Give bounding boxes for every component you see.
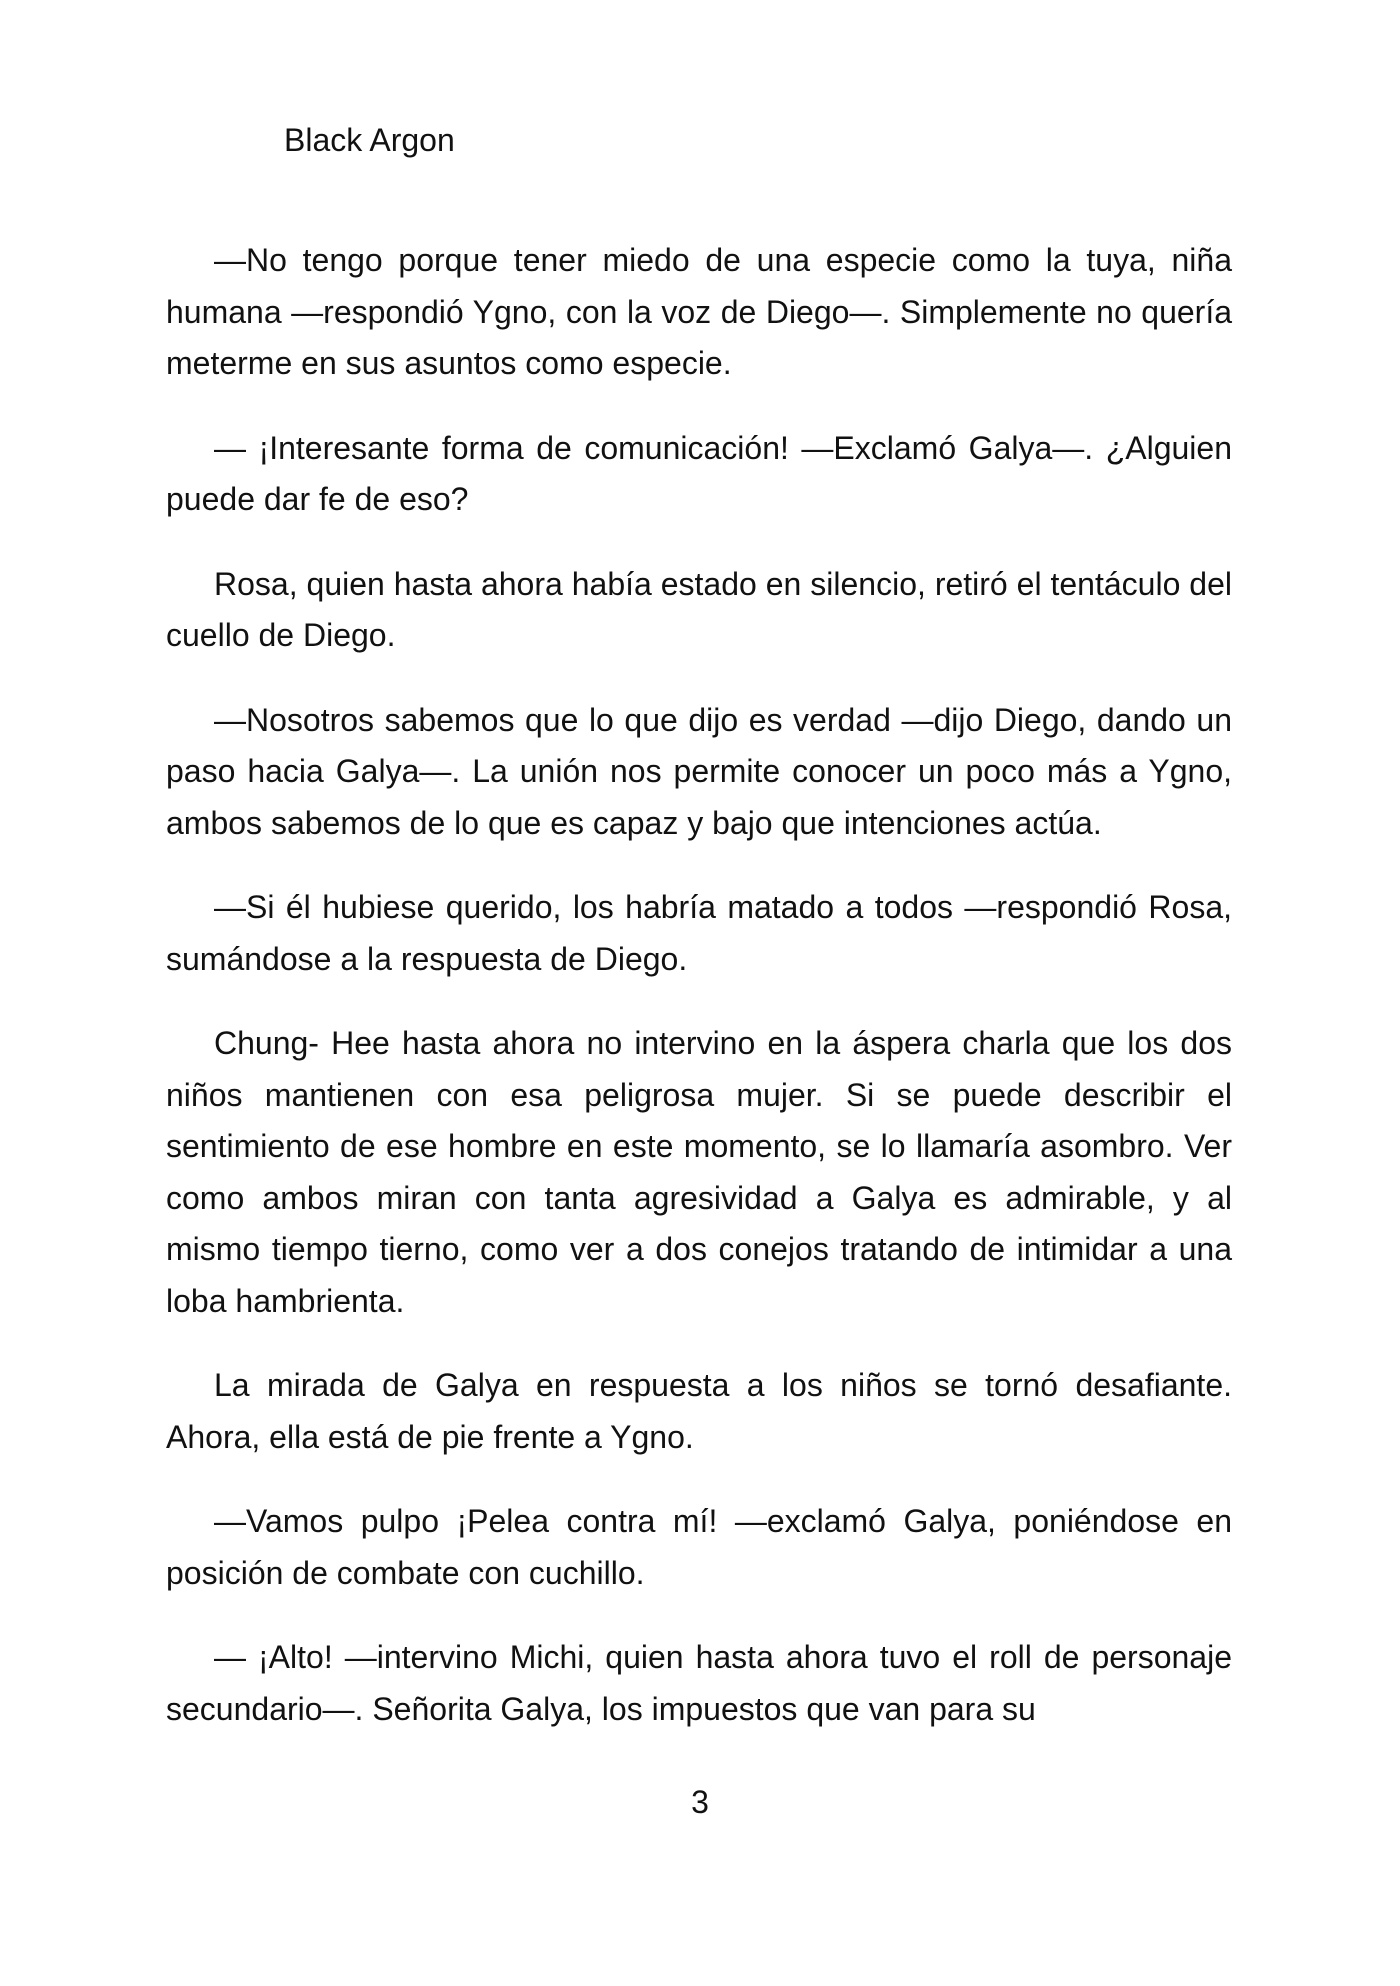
paragraph: La mirada de Galya en respuesta a los niños se tornó desafiante. Ahora, ella está de pie frente a Ygno. <box>166 1367 1232 1455</box>
paragraph: — ¡Alto! —intervino Michi, quien hasta ahora tuvo el roll de personaje secundario—. Señorita Galya, los impuestos que van para su <box>166 1639 1232 1727</box>
paragraph: —Vamos pulpo ¡Pelea contra mí! —exclamó Galya, poniéndose en posición de combate con cuchillo. <box>166 1503 1232 1591</box>
paragraph: — ¡Interesante forma de comunicación! —Exclamó Galya—. ¿Alguien puede dar fe de eso? <box>166 429 1232 517</box>
paragraph: Chung- Hee hasta ahora no intervino en la áspera charla que los dos niños mantienen con esa peligrosa mujer. Si se puede describir el sentimiento de ese hombre en este momento, se lo llamaría asombro. Ver como ambos miran con tanta agresividad a Galya es admirable, y al mismo tiempo tierno, como ver a dos conejos tratando de intimidar a una loba hambrienta. <box>166 1025 1232 1319</box>
running-header: Black Argon <box>284 122 455 158</box>
paragraph: —Si él hubiese querido, los habría matado a todos —respondió Rosa, sumándose a la respuesta de Diego. <box>166 889 1232 977</box>
paragraph: —No tengo porque tener miedo de una especie como la tuya, niña humana —respondió Ygno, con la voz de Diego—. Simplemente no quería meterme en sus asuntos como especie. <box>166 242 1232 381</box>
paragraph: —Nosotros sabemos que lo que dijo es verdad —dijo Diego, dando un paso hacia Galya—. La unión nos permite conocer un poco más a Ygno, ambos sabemos de lo que es capaz y bajo que intenciones actúa. <box>166 701 1232 841</box>
page-number: 3 <box>691 1784 709 1820</box>
body-text <box>166 235 1232 1768</box>
paragraph: Rosa, quien hasta ahora había estado en silencio, retiró el tentáculo del cuello de Diego. <box>166 565 1232 653</box>
